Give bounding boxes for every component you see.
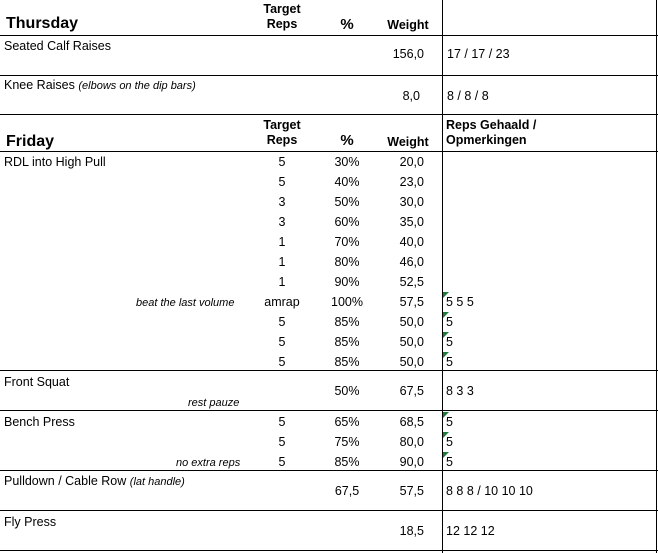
weight-value: 40,0 [399,235,424,249]
percent-value: 80% [334,255,360,269]
reps-achieved[interactable]: 5 [446,415,453,429]
percent-value: 50% [334,195,360,209]
set-comment: beat the last volume [136,297,235,309]
weight-value: 57,5 [399,295,424,309]
percent-value: 85% [334,335,360,349]
reps-achieved[interactable]: 5 [446,455,453,469]
header-weight: Weight [387,135,429,149]
set-comment: no extra reps [176,457,241,469]
header-target: Target [263,2,301,16]
reps-achieved[interactable]: 8 / 8 / 8 [447,89,489,103]
set-comment: rest pauze [188,397,240,409]
exercise-name [4,78,196,94]
weight-value: 35,0 [399,215,424,229]
row-divider [0,550,658,551]
weight-value: 57,5 [399,484,424,498]
target-reps: 5 [278,455,286,469]
reps-achieved[interactable]: 5 [446,335,453,349]
exercise-name: RDL into High Pull [4,155,106,169]
weight-value: 50,0 [399,315,424,329]
target-reps: 5 [278,335,286,349]
weight-value: 23,0 [399,175,424,189]
row-divider [0,370,658,371]
day-title-friday: Friday [6,133,55,150]
weight-value: 67,5 [399,384,424,398]
target-reps: 5 [278,355,286,369]
exercise-name: Fly Press [4,515,57,529]
percent-value: 70% [334,235,360,249]
row-divider [0,114,658,115]
row-divider [0,35,658,36]
target-reps: 1 [278,235,286,249]
percent-value: 85% [334,455,360,469]
reps-achieved[interactable]: 8 3 3 [446,384,474,398]
row-divider [0,470,658,471]
target-reps: 5 [278,435,286,449]
reps-achieved[interactable]: 17 / 17 / 23 [447,47,510,61]
percent-value: 85% [334,355,360,369]
reps-achieved[interactable]: 8 8 8 / 10 10 10 [446,484,533,498]
weight-value: 30,0 [399,195,424,209]
target-reps: 3 [278,195,286,209]
row-divider [0,151,658,152]
reps-achieved[interactable]: 5 [446,435,453,449]
target-reps: 1 [278,255,286,269]
percent-value: 85% [334,315,360,329]
reps-achieved[interactable]: 5 [446,315,453,329]
weight-value: 156,0 [392,47,424,61]
exercise-name-label: Pulldown / Cable Row [4,474,127,488]
percent-value: 67,5 [334,484,360,498]
weight-value: 90,0 [399,455,424,469]
target-reps: 5 [278,315,286,329]
reps-achieved[interactable]: 12 12 12 [446,524,495,538]
percent-value: 18,5 [399,524,424,538]
weight-value: 8,0 [402,89,420,103]
weight-value: 80,0 [399,435,424,449]
percent-value: 100% [331,295,363,309]
percent-value: 60% [334,215,360,229]
reps-achieved[interactable]: 5 [446,355,453,369]
target-reps: 5 [278,415,286,429]
reps-achieved[interactable]: 5 5 5 [446,295,474,309]
row-divider [0,410,658,411]
target-reps: amrap [264,295,300,309]
exercise-name [4,474,185,490]
percent-value: 30% [334,155,360,169]
weight-value: 68,5 [399,415,424,429]
weight-value: 52,5 [399,275,424,289]
percent-value: 50% [334,384,360,398]
exercise-name: Bench Press [4,415,75,429]
weight-value: 50,0 [399,335,424,349]
percent-value: 75% [334,435,360,449]
header-weight: Weight [387,18,429,32]
exercise-name-label: Knee Raises [4,78,75,92]
row-divider [0,75,658,76]
exercise-note: (elbows on the dip bars) [78,80,196,92]
header-reps: Reps [266,17,298,31]
exercise-note: (lat handle) [129,476,185,488]
target-reps: 5 [278,155,286,169]
header-notes: Reps Gehaald / [446,118,537,132]
header-target: Target [263,118,301,132]
percent-value: 40% [334,175,360,189]
row-divider [0,510,658,511]
header-percent: % [340,16,354,33]
target-reps: 3 [278,215,286,229]
target-reps: 5 [278,175,286,189]
percent-value: 90% [334,275,360,289]
weight-value: 50,0 [399,355,424,369]
weight-value: 20,0 [399,155,424,169]
day-title-thursday: Thursday [6,15,79,32]
exercise-name: Seated Calf Raises [4,39,112,53]
weight-value: 46,0 [399,255,424,269]
header-notes: Opmerkingen [446,133,527,147]
target-reps: 1 [278,275,286,289]
header-percent: % [340,132,354,149]
exercise-name: Front Squat [4,375,70,389]
header-reps: Reps [266,133,298,147]
percent-value: 65% [334,415,360,429]
